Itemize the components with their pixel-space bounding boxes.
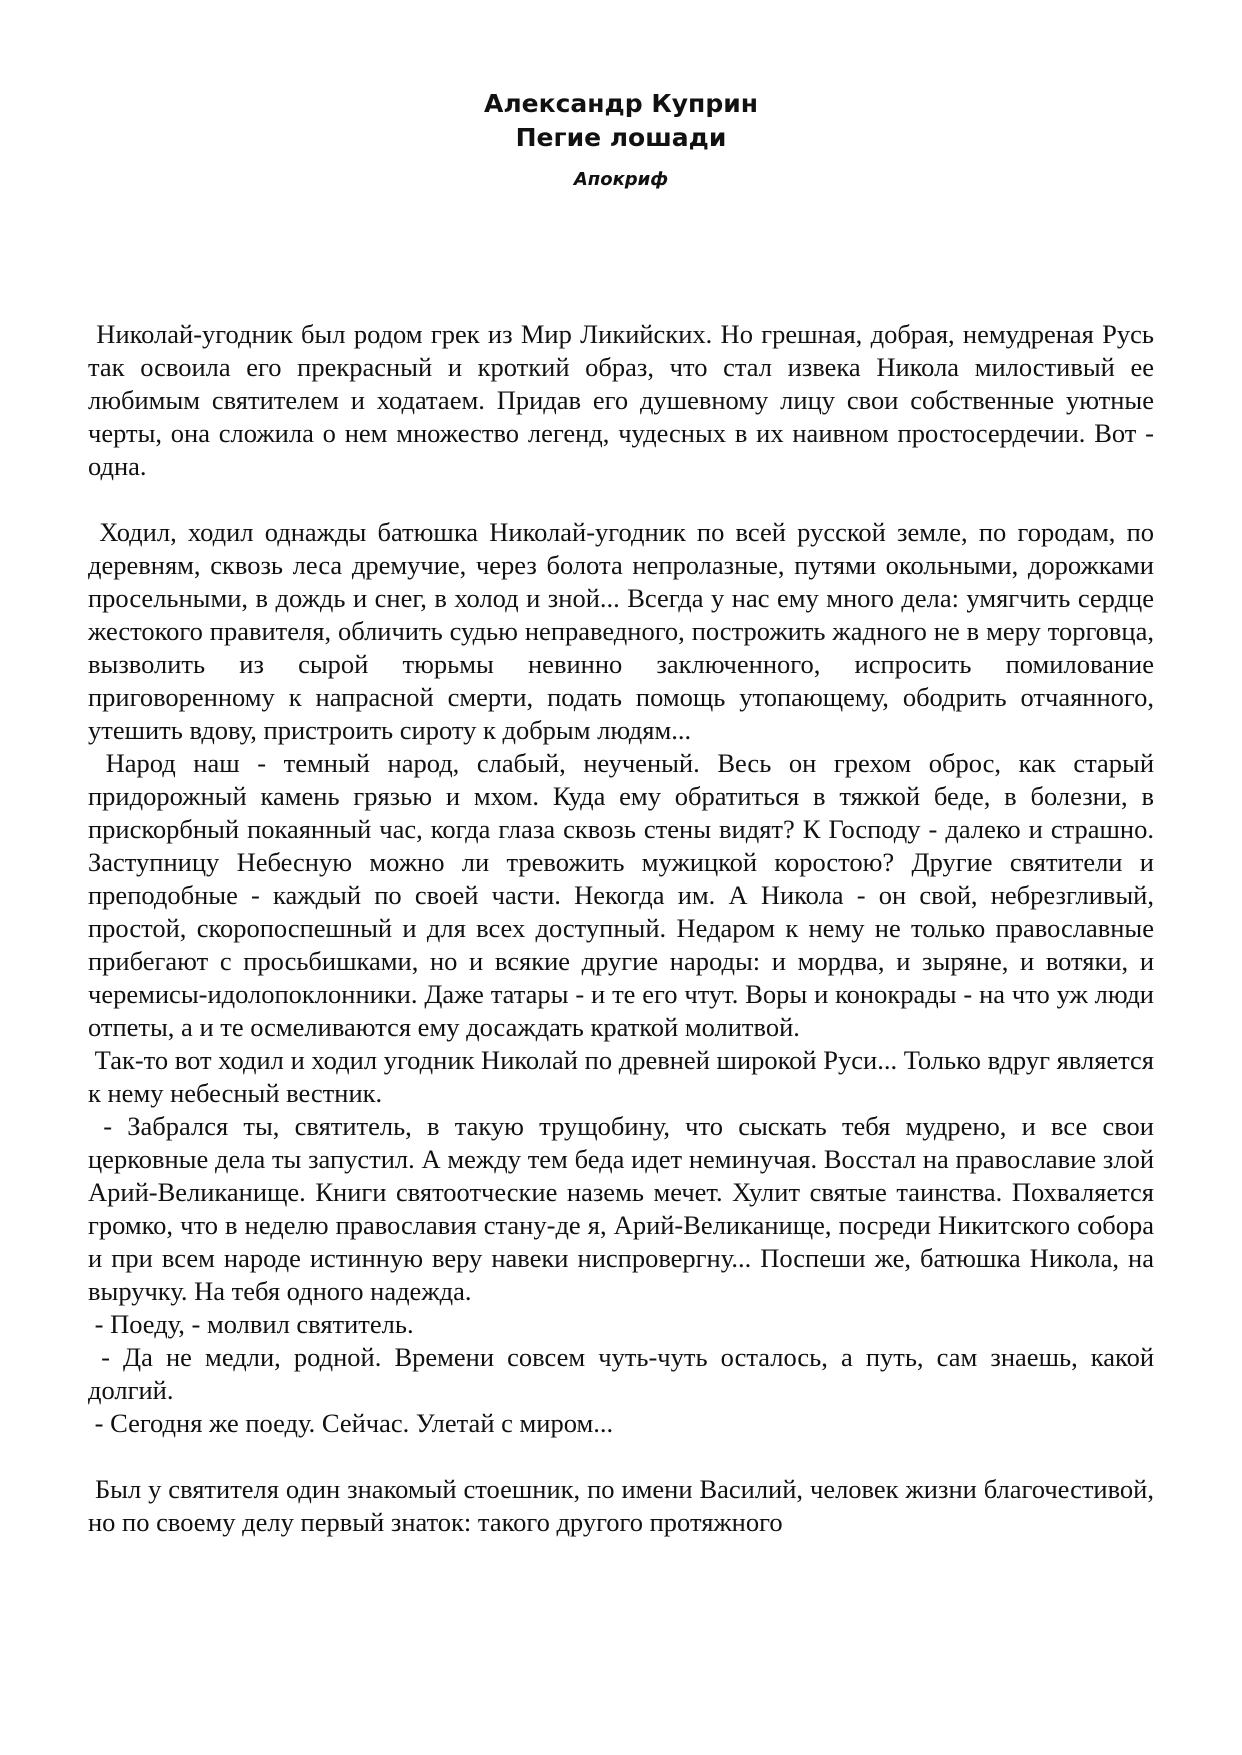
document-subtitle: Апокриф xyxy=(573,169,669,190)
paragraph-5: - Забрался ты, святитель, в такую трущобину, что сыскать тебя мудрено, и все свои церковные дела ты запустил. А между тем беда идет неминучая. Восстал на православие злой Арий-Великанище. Книги святоотческие наземь мечет. Хулит святые таинства. Похваляется громко, что в неделю православия стану-де я, Арий-Великанище, посреди Никитского собора и при всем народе истинную веру навеки ниспровергну... Поспеши же, батюшка Никола, на выручку. На тебя одного надежда. xyxy=(88,1111,1154,1306)
paragraph-2: Ходил, ходил однажды батюшка Николай-угодник по всей русской земле, по городам, по деревням, сквозь леса дремучие, через болота непролазные, путями окольными, дорожками просельными, в дождь и снег, в холод и зной... Всегда у нас ему много дела: умягчить сердце жестокого правителя, обличить судью неправедного, построжить жадного не в меру торговца, вызволить из сырой тюрьмы невинно заключенного, испросить помилование приговоренному к напрасной смерти, подать помощь утопающему, ободрить отчаянного, утешить вдову, пристроить сироту к добрым людям... xyxy=(88,517,1154,745)
paragraph-3: Народ наш - темный народ, слабый, неученый. Весь он грехом оброс, как старый придорожный камень грязью и мхом. Куда ему обратиться в тяжкой беде, в болезни, в прискорбный покаянный час, когда глаза сквозь стены видят? К Господу - далеко и страшно. Заступницу Небесную можно ли тревожить мужицкой коростою? Другие святители и преподобные - каждый по своей части. Некогда им. А Никола - он свой, небрезгливый, простой, скоропоспешный и для всех доступный. Недаром к нему не только православные прибегают с просьбишками, но и всякие другие народы: и мордва, и зыряне, и вотяки, и черемисы-идолопоклонники. Даже татары - и те его чтут. Воры и конокрады - на что уж люди отпеты, а и те осмеливаются ему досаждать краткой молитвой. xyxy=(88,748,1154,1042)
paragraph-8: - Сегодня же поеду. Сейчас. Улетай с миром... xyxy=(88,1408,614,1438)
paragraph-9: Был у святителя один знакомый стоешник, по имени Василий, человек жизни благочестивой, но по своему делу первый знаток: такого другого протяжного xyxy=(88,1474,1154,1537)
paragraph-6: - Поеду, - молвил святитель. xyxy=(88,1309,414,1339)
paragraph-7: - Да не медли, родной. Времени совсем чуть-чуть осталось, а путь, сам знаешь, какой долгий. xyxy=(88,1342,1154,1405)
document-header xyxy=(0,88,1242,192)
author-name: Александр Куприн xyxy=(483,89,759,118)
paragraph-1: Николай-угодник был родом грек из Мир Ликийских. Но грешная, добрая, немудреная Русь так освоила его прекрасный и кроткий образ, что стал извека Никола милостивый ее любимым святителем и ходатаем. Придав его душевному лицу свои собственные уютные черты, она сложила о нем множество легенд, чудесных в их наивном простосердечии. Вот - одна. xyxy=(88,319,1154,481)
document-title: Пегие лошади xyxy=(515,123,727,152)
paragraph-4: Так-то вот ходил и ходил угодник Николай по древней широкой Руси... Только вдруг является к нему небесный вестник. xyxy=(88,1045,1154,1108)
document-body xyxy=(88,318,1154,1539)
